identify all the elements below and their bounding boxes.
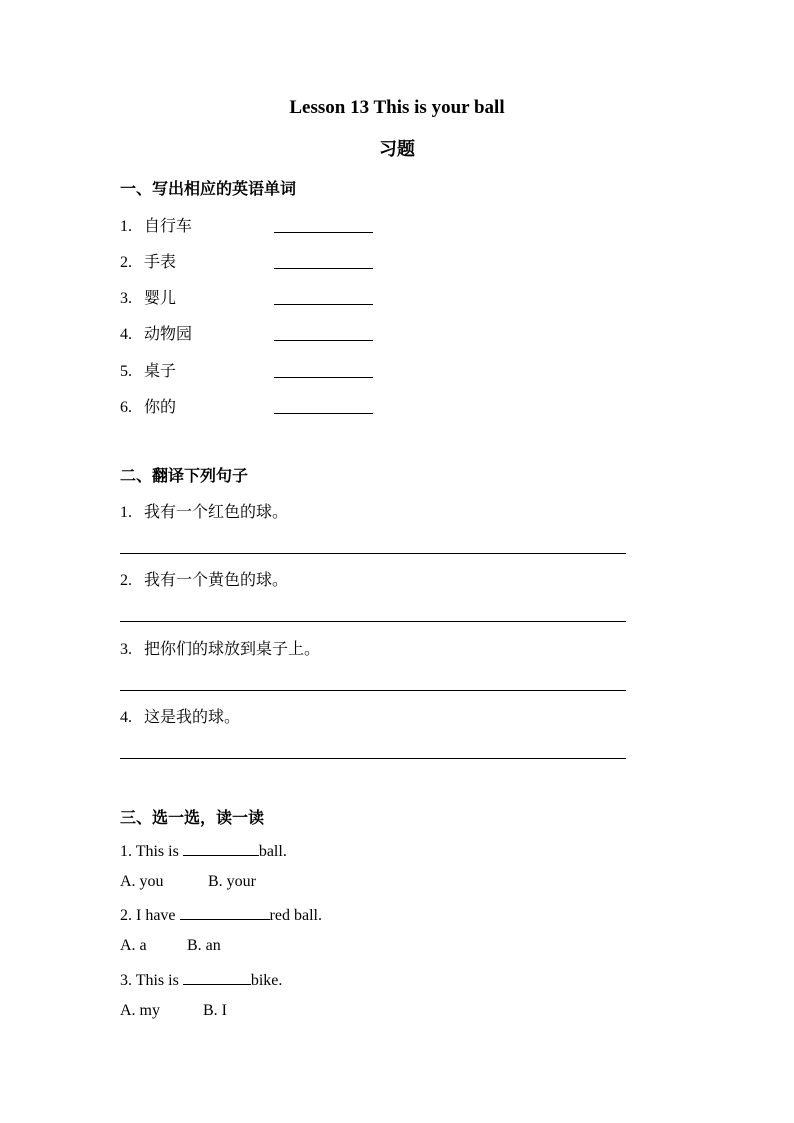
answer-line-4[interactable] xyxy=(120,758,626,759)
item-number: 1. xyxy=(120,218,132,235)
section3-heading: 三、选一选，读一读 xyxy=(120,808,265,827)
option-b[interactable]: B. an xyxy=(187,937,221,954)
item-number: 3. xyxy=(120,290,132,307)
option-a[interactable]: A. a xyxy=(120,937,147,954)
translate-item-1 xyxy=(120,499,288,522)
item-number: 1. xyxy=(120,504,132,521)
item-number: 4. xyxy=(120,709,132,726)
page-subtitle: 习题 xyxy=(379,139,415,160)
question-text: 2. I have xyxy=(120,907,180,924)
translate-item-4 xyxy=(120,704,240,727)
vocab-item-1 xyxy=(120,213,192,236)
choice-question-2 xyxy=(120,905,322,925)
question-text: 1. This is xyxy=(120,843,183,860)
answer-blank-4[interactable] xyxy=(274,340,373,341)
vocab-item-4 xyxy=(120,321,192,344)
vocab-item-2 xyxy=(120,249,176,272)
answer-blank-3[interactable] xyxy=(274,304,373,305)
fill-blank[interactable] xyxy=(183,970,251,985)
item-text: 你的 xyxy=(144,397,177,416)
item-text: 手表 xyxy=(144,252,177,271)
choice-question-1 xyxy=(120,841,287,861)
fill-blank[interactable] xyxy=(180,905,270,920)
choice-question-3 xyxy=(120,970,282,990)
item-text: 我有一个红色的球。 xyxy=(144,502,289,521)
choice-options-1 xyxy=(120,873,256,891)
fill-blank[interactable] xyxy=(183,841,259,856)
option-b[interactable]: B. I xyxy=(203,1002,227,1019)
vocab-item-5 xyxy=(120,358,176,381)
item-number: 4. xyxy=(120,326,132,343)
page-title: Lesson 13 This is your ball xyxy=(289,97,505,118)
option-a[interactable]: A. you xyxy=(120,873,164,890)
answer-blank-2[interactable] xyxy=(274,268,373,269)
item-number: 5. xyxy=(120,363,132,380)
answer-line-1[interactable] xyxy=(120,553,626,554)
option-b[interactable]: B. your xyxy=(208,873,256,890)
question-text: 3. This is xyxy=(120,972,183,989)
item-text: 把你们的球放到桌子上。 xyxy=(144,639,321,658)
section2-heading: 二、翻译下列句子 xyxy=(120,466,249,485)
choice-options-2 xyxy=(120,937,221,955)
vocab-item-3 xyxy=(120,285,176,308)
translate-item-2 xyxy=(120,567,288,590)
choice-options-3 xyxy=(120,1002,227,1020)
item-number: 6. xyxy=(120,399,132,416)
item-text: 自行车 xyxy=(144,216,193,235)
answer-line-2[interactable] xyxy=(120,621,626,622)
question-text-end: bike. xyxy=(250,972,283,989)
question-text-end: ball. xyxy=(258,843,287,860)
item-text: 婴儿 xyxy=(144,288,177,307)
answer-blank-1[interactable] xyxy=(274,232,373,233)
vocab-item-6 xyxy=(120,394,176,417)
item-text: 我有一个黄色的球。 xyxy=(144,570,289,589)
answer-blank-5[interactable] xyxy=(274,377,373,378)
translate-item-3 xyxy=(120,636,320,659)
item-number: 3. xyxy=(120,641,132,658)
item-number: 2. xyxy=(120,254,132,271)
answer-blank-6[interactable] xyxy=(274,413,373,414)
section1-heading: 一、写出相应的英语单词 xyxy=(120,179,297,198)
item-text: 动物园 xyxy=(144,324,193,343)
question-text-end: red ball. xyxy=(269,907,322,924)
answer-line-3[interactable] xyxy=(120,690,626,691)
item-text: 这是我的球。 xyxy=(144,707,241,726)
item-number: 2. xyxy=(120,572,132,589)
item-text: 桌子 xyxy=(144,361,177,380)
option-a[interactable]: A. my xyxy=(120,1002,160,1019)
